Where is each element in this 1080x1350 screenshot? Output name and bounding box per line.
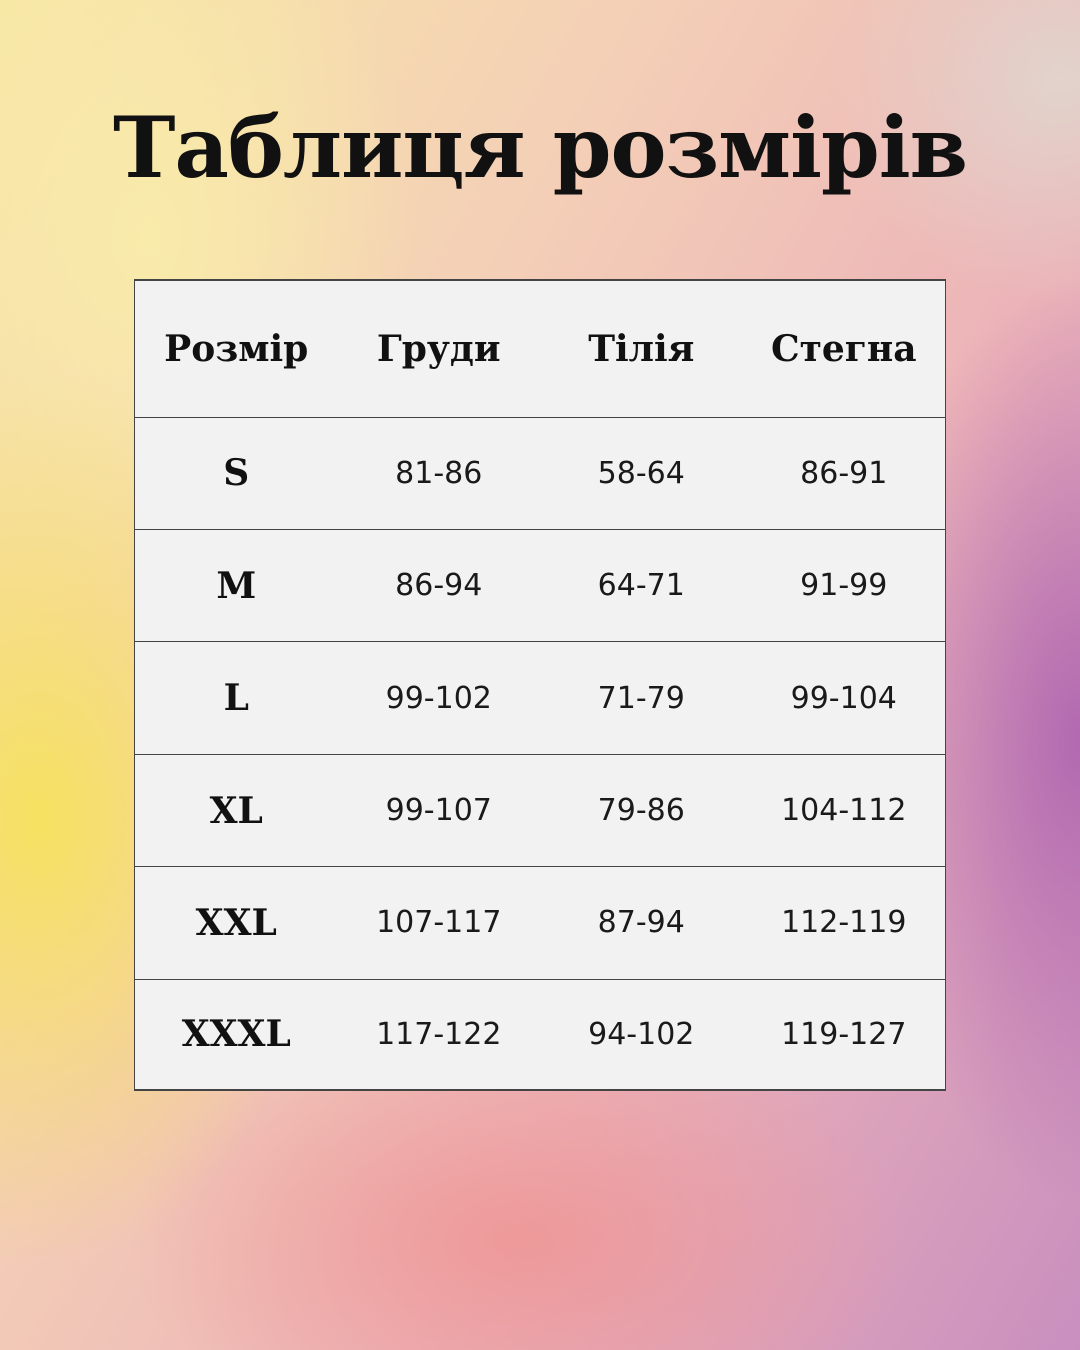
header-chest: Груди: [338, 281, 541, 418]
hips-cell: 86-91: [743, 417, 946, 529]
hips-cell: 91-99: [743, 530, 946, 642]
hips-cell: 119-127: [743, 979, 946, 1089]
chest-cell: 86-94: [338, 530, 541, 642]
page-title: Таблиця розмірів: [112, 98, 968, 197]
table-row: [135, 867, 945, 979]
size-cell: S: [135, 417, 338, 529]
chest-cell: 107-117: [338, 867, 541, 979]
hips-cell: 99-104: [743, 642, 946, 754]
chest-cell: 81-86: [338, 417, 541, 529]
hips-cell: 112-119: [743, 867, 946, 979]
chest-cell: 117-122: [338, 979, 541, 1089]
table-header-row: [135, 281, 945, 418]
size-table: [135, 280, 945, 1090]
waist-cell: 79-86: [540, 754, 743, 866]
size-cell: XXXL: [135, 979, 338, 1089]
hips-cell: 104-112: [743, 754, 946, 866]
header-hips: Стегна: [743, 281, 946, 418]
size-cell: XXL: [135, 867, 338, 979]
size-cell: M: [135, 530, 338, 642]
header-size: Розмір: [135, 281, 338, 418]
table-row: [135, 754, 945, 866]
header-waist: Тілія: [540, 281, 743, 418]
waist-cell: 94-102: [540, 979, 743, 1089]
waist-cell: 71-79: [540, 642, 743, 754]
chest-cell: 99-102: [338, 642, 541, 754]
table-row: [135, 417, 945, 529]
table-row: [135, 642, 945, 754]
chest-cell: 99-107: [338, 754, 541, 866]
size-cell: XL: [135, 754, 338, 866]
table-row: [135, 979, 945, 1089]
waist-cell: 64-71: [540, 530, 743, 642]
waist-cell: 87-94: [540, 867, 743, 979]
table-row: [135, 530, 945, 642]
waist-cell: 58-64: [540, 417, 743, 529]
size-cell: L: [135, 642, 338, 754]
